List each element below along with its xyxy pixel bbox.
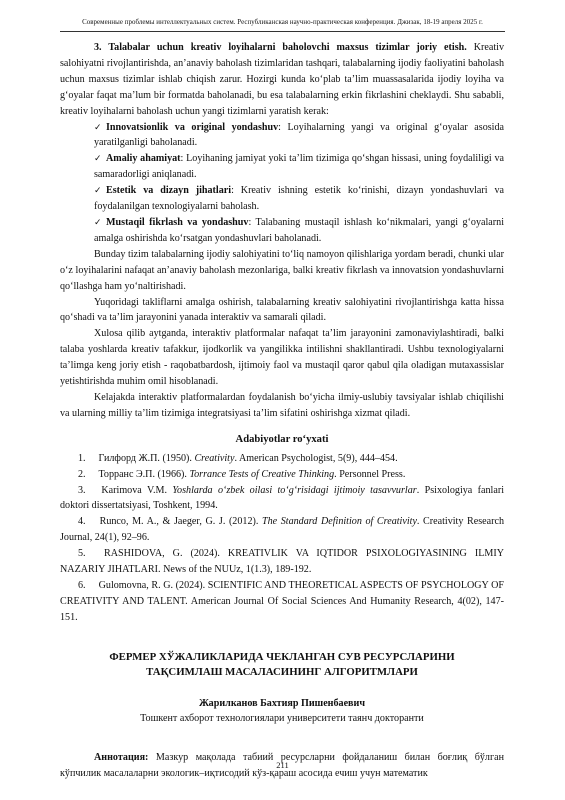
reference-text: Runco, M. A., & Jaeger, G. J. (2012). <box>99 516 262 528</box>
article-title <box>60 650 504 680</box>
reference-source: . Personnel Press. <box>334 468 406 480</box>
reference-title: Yoshlarda o‘zbek oilasi to‘g‘risidagi ijtimoiy tasavvurlar <box>172 484 417 496</box>
checkmark-icon: ✓ <box>94 153 102 164</box>
reference-source: . Creativity Research Journal, 24(1), 92–96. <box>60 516 504 544</box>
author-affiliation: Тошкент ахборот технологиялари университети таянч докторанти <box>140 712 424 724</box>
criterion-term: Innovatsionlik va original yondashuv <box>106 121 279 133</box>
abstract-label: Аннотация: <box>94 751 149 763</box>
page-number: 211 <box>276 760 289 770</box>
reference-number: 6. <box>78 580 86 591</box>
checkmark-icon: ✓ <box>94 121 102 132</box>
reference-title: The Standard Definition of Creativity <box>261 516 417 528</box>
abstract-text: Мазкур мақолада табиий ресурсларни фойдаланиш билан боғлиқ бўлган кўпчилик масалаларни экологик–иқтисодий кўз-қараш асосида ечиш учун математик <box>60 751 504 779</box>
section-3-intro <box>60 40 504 120</box>
reference-source: . Psixologiya fanlari doktori dissertatsiyasi, Toshkent, 1994. <box>60 484 505 512</box>
body-paragraph: Yuqoridagi takliflarni amalga oshirish, talabalarning kreativ salohiyatini rivojlantirishga katta hissa qo‘shadi va ta’lim jarayonini yanada interaktiv va samarali qiladi. <box>60 296 504 324</box>
checkmark-icon: ✓ <box>94 216 102 227</box>
body-paragraph: Bunday tizim talabalarning ijodiy salohiyatini to‘liq namoyon qilishlariga yordam beradi, chunki ular o‘z loyihalarini nafaqat an’anaviy baholash mezonlariga, balki kreativ fikrlash va innovatsion yondashuvlarni qo‘llashga ham yo‘naltirishadi. <box>60 248 504 292</box>
criterion-item <box>60 151 504 183</box>
reference-number: 4. <box>78 516 86 528</box>
reference-title: Creativity <box>194 452 235 464</box>
reference-item <box>60 546 504 578</box>
reference-source: . American Psychologist, 5(9), 444–454. <box>234 452 398 464</box>
page-content <box>60 40 504 782</box>
criterion-item <box>60 215 504 247</box>
reference-item <box>60 483 504 515</box>
body-paragraph: Xulosa qilib aytganda, interaktiv platformalar nafaqat ta’lim jarayonini zamonaviylashtiradi, balki talaba yoshlarda kreativ tafakkur, ijodkorlik va yangilikka intilishni shakllantiradi. Ushbu texnologiyalarni ta’limga keng joriy etish - raqobatbardosh, ijtimoiy faol va mustaqil qaror qabul qila oladigan mutaxassislar yetishtirishda muhim omil hisoblanadi. <box>60 328 504 388</box>
reference-title: Torrance Tests of Creative Thinking <box>189 468 335 480</box>
checkmark-icon: ✓ <box>94 185 102 196</box>
article-author: Жарилканов Бахтияр Пишенбаевич <box>198 697 366 709</box>
article-title-line: ФЕРМЕР ХЎЖАЛИКЛАРИДА ЧЕКЛАНГАН СУВ РЕСУРСЛАРИНИ <box>109 650 455 663</box>
header-rule <box>60 31 505 32</box>
criterion-desc: : Loyihalarning yangi va original g‘oyalar asosida yaratilganligi baholanadi. <box>94 121 504 149</box>
section-3-heading: 3. Talabalar uchun kreativ loyihalarni baholovchi maxsus tizimlar joriy etish. <box>94 42 467 53</box>
criterion-term: Mustaqil fikrlash va yondashuv <box>106 216 249 228</box>
reference-text: Gulomovna, R. G. (2024). SCIENTIFIC AND THEORETICAL ASPECTS OF PSYCHOLOGY OF CREATIVITY AND TALENT. American Journal Of Social Sciences And Humanity Research, 4(02), 147-151. <box>60 580 504 623</box>
criterion-term: Amaliy ahamiyat <box>106 153 181 165</box>
reference-item <box>60 514 504 546</box>
reference-text: Гилфорд Ж.П. (1950). <box>98 452 195 464</box>
reference-number: 1. <box>78 452 86 464</box>
criterion-desc: : Loyihaning jamiyat yoki ta’lim tizimiga qo‘shgan hissasi, uning foydaliligi va samaradorligi aniqlanadi. <box>94 153 504 181</box>
reference-text: Торранс Э.П. (1966). <box>98 468 190 480</box>
reference-item <box>60 578 504 626</box>
body-paragraph: Kelajakda interaktiv platformalardan foydalanish bo‘yicha ilmiy-uslubiy tavsiyalar ishlab chiqilishi va ularning milliy ta’lim tizimiga integratsiyasi ta’lim sifatini oshirishga xizmat qiladi. <box>60 391 504 419</box>
reference-item <box>60 467 504 483</box>
reference-item <box>60 451 504 467</box>
criterion-item <box>60 120 504 152</box>
criterion-desc: : Kreativ ishning estetik ko‘rinishi, dizayn yondashuvlari va foydalanilgan texnologiyalarni baholash. <box>94 185 505 213</box>
running-header: Современные проблемы интеллектуальных систем. Республиканская научно-практическая конференция. Джизак, 18-19 апреля 2025 г. <box>82 19 483 26</box>
references-title: Adabiyotlar ro‘yxati <box>235 433 329 445</box>
reference-number: 5. <box>78 548 86 560</box>
reference-text: RASHIDOVA, G. (2024). KREATIVLIK VA IQTIDOR PSIXOLOGIYASINING ILMIY NAZARIY JIHATLARI. News of the NUUz, 1(1.3), 189-192. <box>60 548 504 576</box>
criterion-item <box>60 183 504 215</box>
reference-number: 3. <box>78 484 86 496</box>
criterion-term: Estetik va dizayn jihatlari <box>106 185 232 197</box>
section-3-intro-text: Kreativ salohiyatni rivojlantirishda, an’anaviy baholash tizimlaridan tashqari, talabalarning ijodiy faoliyatini baholash uchun maxsus tizimlar ishlab chiqish zarur. Hozirgi kunda ko‘plab ta’lim muassasalarida ijodiy loyiha va g‘oyalar faqat ma’lum bir formatda baholanadi, bu esa talabalarning erkin fikrlashini cheklaydi. Shu sababli, kreativ loyihalarni baholash uchun yangi tizimlarni yaratish kerak: <box>60 42 504 117</box>
reference-number: 2. <box>78 468 86 480</box>
criterion-desc: : Talabaning mustaqil ishlash ko‘nikmalari, yangi g‘oyalarni amalga oshirishda ko‘rsatgan yondashuvlari baholanadi. <box>94 216 504 244</box>
article-title-line: ТАҚСИМЛАШ МАСАЛАСИНИНГ АЛГОРИТМЛАРИ <box>146 665 418 678</box>
reference-text: Karimova V.M. <box>101 484 173 496</box>
